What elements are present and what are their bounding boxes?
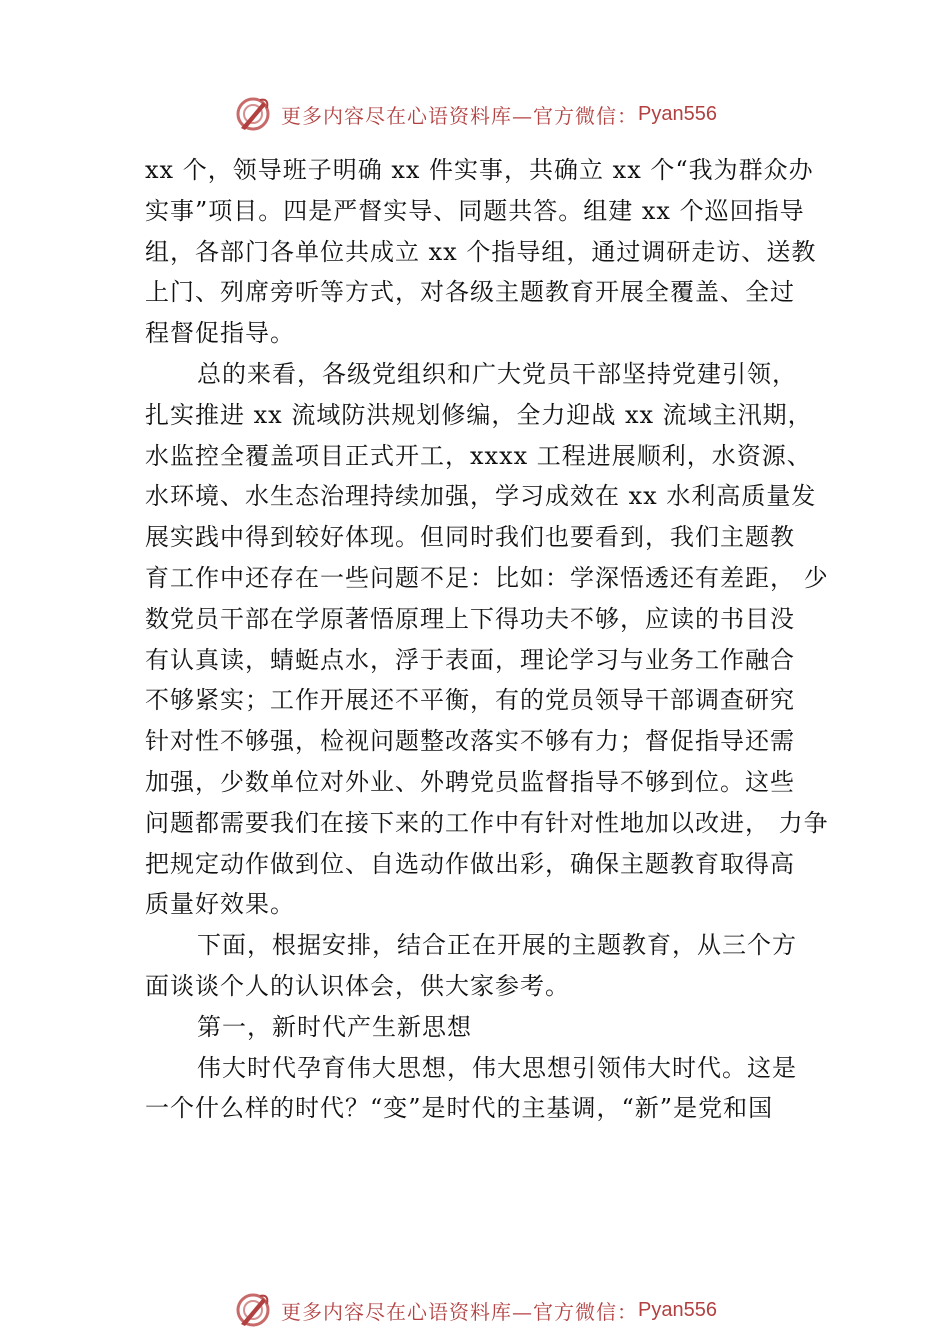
document-body [145, 150, 829, 1129]
text-line: 针对性不够强，检视问题整改落实不够有力；督促指导还需 [145, 727, 795, 756]
text-line: 扎实推进 xx 流域防洪规划修编，全力迎战 xx 流域主汛期， [145, 400, 813, 429]
text-line: 面谈谈个人的认识体会，供大家参考。 [145, 971, 570, 1000]
banner-wechat-id: Pyan556 [638, 1298, 717, 1321]
text-line: 水环境、水生态治理持续加强，学习成效在 xx 水利高质量发 [145, 482, 817, 511]
header-banner [0, 90, 950, 138]
text-line: 不够紧实；工作开展还不平衡，有的党员领导干部调查研究 [145, 686, 795, 715]
quill-seal-logo-icon [233, 1290, 273, 1330]
text-line: 质量好效果。 [145, 890, 295, 919]
text-line: 实事”项目。四是严督实导、同题共答。组建 xx 个巡回指导 [145, 196, 805, 225]
text-line: 一个什么样的时代？“变”是时代的主基调，“新”是党和国 [145, 1094, 774, 1123]
text-line: 伟大时代孕育伟大思想，伟大思想引领伟大时代。这是 [197, 1053, 797, 1082]
text-line: 加强，少数单位对外业、外聘党员监督指导不够到位。这些 [145, 767, 795, 796]
text-line: 展实践中得到较好体现。但同时我们也要看到，我们主题教 [145, 523, 795, 552]
text-line: 下面，根据安排，结合正在开展的主题教育，从三个方 [197, 931, 797, 960]
text-line: 第一，新时代产生新思想 [197, 1012, 472, 1041]
text-line: 总的来看，各级党组织和广大党员干部坚持党建引领， [197, 359, 797, 388]
banner-text: 更多内容尽在心语资料库—官方微信： [281, 1299, 639, 1324]
text-line: 组，各部门各单位共成立 xx 个指导组，通过调研走访、送教 [145, 237, 817, 266]
text-line: 问题都需要我们在接下来的工作中有针对性地加以改进， 力争 [145, 808, 829, 837]
text-line: xx 个，领导班子明确 xx 件实事，共确立 xx 个“我为群众办 [145, 156, 814, 184]
text-line: 有认真读，蜻蜓点水，浮于表面，理论学习与业务工作融合 [145, 645, 795, 674]
text-line: 水监控全覆盖项目正式开工，xxxx 工程进展顺利，水资源、 [145, 441, 812, 470]
quill-seal-logo-icon [233, 94, 273, 134]
footer-banner [0, 1286, 950, 1334]
text-line: 上门、列席旁听等方式，对各级主题教育开展全覆盖、全过 [145, 278, 795, 307]
banner-wechat-id: Pyan556 [638, 102, 717, 125]
text-line: 育工作中还存在一些问题不足：比如：学深悟透还有差距， 少 [145, 563, 829, 592]
text-line: 数党员干部在学原著悟原理上下得功夫不够，应读的书目没 [145, 604, 795, 633]
text-line: 把规定动作做到位、自选动作做出彩，确保主题教育取得高 [145, 849, 795, 878]
text-line: 程督促指导。 [145, 319, 295, 348]
banner-text: 更多内容尽在心语资料库—官方微信： [281, 103, 639, 128]
